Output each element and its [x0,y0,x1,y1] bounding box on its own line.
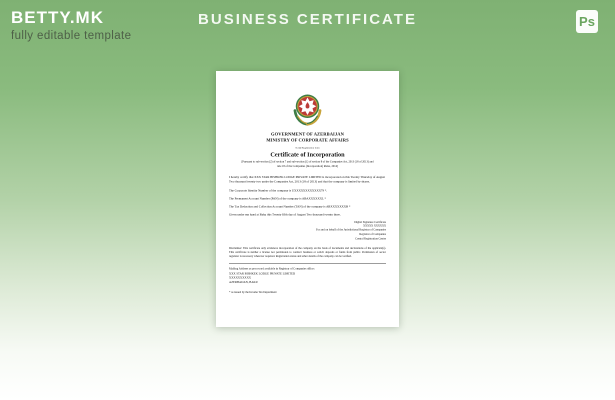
disclaimer-text: Disclaimer: This certificate only evidences incorporation of the company on the basis of documents and declarations of the applicant(s). This certificate is neither a license nor permission to conduct business or solicit deposits or funds from public. Permission of sector regulator is necessary wherever required. Registration status and other details of the company can be verified. [229,247,386,258]
cin-line: The Corporate Identity Number of the company is UXXXXXXXXXXXX79 *. [229,189,328,193]
pan-line: The Permanent Account Number (PAN) of the company is ABAXXXXXXL * [229,197,327,201]
certify-paragraph: I hereby certify that XXX STAR BISHKEK LODGE PRIVATE LIMITED is incorporated on this Twenty Thursday of August Two thousand twenty two under the Companies Act, 2013 (18 of 2013) and that the company is limited by shares. [229,175,386,184]
signature-block [229,221,386,241]
tan-line: The Tax Deduction and Collection Account Number (TAN) of the company is ABXXXXXXXB * [229,205,351,209]
government-line: GOVERNMENT OF AZERBAIJAN [271,131,344,137]
divider-line [229,263,386,264]
given-under-hand-line: Given under my hand at Baku this Twenty fifth day of August Two thousand twenty three. [229,213,341,217]
certificate-subtitle-line1: [Pursuant to sub-section (2) of section 7 and sub-section (1) of section 8 of the Companies Act, 2013 (18 of 2013) and [241,160,374,164]
photoshop-icon: Ps [576,10,598,33]
serial-line: Serial/Registration form [295,147,320,150]
address-line2: AZERBAIJAN, BAKU [229,281,258,285]
on-behalf-line: For and on behalf of the Jurisdictional Registrar of Companies [316,228,386,232]
page-title: BUSINESS CERTIFICATE [198,11,417,28]
company-name: XXX STAR BISHKEK LODGE PRIVATE LIMITED [229,272,296,276]
brand-logo: BETTY.MK [11,8,104,27]
registrar-line: Registrar of Companies [359,233,386,237]
signatory-name: XXXXX XXXXXX [363,224,386,228]
brand-tagline: fully editable template [11,30,132,42]
certificate-subtitle-line2: rule 18 of the Companies (Incorporation) Rules, 2014] [276,164,339,168]
certificate-page [216,71,399,327]
mailing-address-heading: Mailing Address as per record available in Registrar of Companies office: [229,267,315,271]
certificate-title: Certificate of Incorporation [270,151,345,159]
certificate-content [216,91,399,347]
registration-centre-line: Central Registration Centre [355,237,386,241]
address-line1: XXXXXXXXXX [229,276,252,280]
income-tax-footnote: * as issued by the Income Tax Department [229,291,277,295]
ministry-line: MINISTRY OF CORPORATE AFFAIRS [266,137,349,143]
azerbaijan-emblem-icon [290,91,325,127]
digital-signature-line: Digital Signature Certificate [354,221,386,225]
